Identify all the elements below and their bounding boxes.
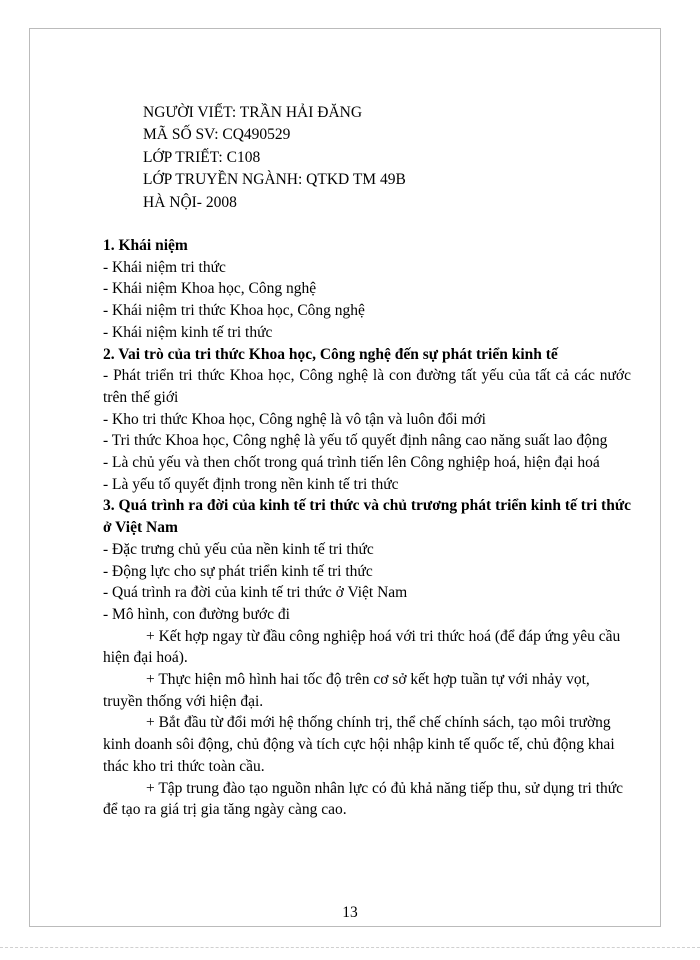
section-heading: 1. Khái niệm [103, 237, 188, 254]
class-major-line: LỚP TRUYỀN NGÀNH: QTKD TM 49B [143, 171, 406, 189]
list-item: - Phát triển tri thức Khoa học, Công nghệ là con đường tất yếu của tất cả các nước trên thế giới [103, 367, 631, 406]
sub-item: + Kết hợp ngay từ đầu công nghiệp hoá với tri thức hoá (để đáp ứng yêu cầu hiện đại hoá). [103, 627, 621, 667]
list-item: - Khái niệm tri thức [103, 258, 226, 276]
sub-item: + Tập trung đào tạo nguồn nhân lực có đủ khả năng tiếp thu, sử dụng tri thức để tạo ra giá trị gia tăng ngày càng cao. [103, 779, 624, 819]
page-number: 13 [342, 904, 358, 921]
section-heading: 2. Vai trò của tri thức Khoa học, Công nghệ đến sự phát triển kinh tế [103, 345, 558, 363]
list-item: - Kho tri thức Khoa học, Công nghệ là vô tận và luôn đổi mới [103, 410, 486, 428]
class-philosophy-line: LỚP TRIẾT: C108 [143, 148, 261, 166]
student-id-line: MÃ SỐ SV: CQ490529 [143, 126, 291, 144]
list-item: - Quá trình ra đời của kinh tế tri thức ở Việt Nam [103, 584, 408, 602]
sub-item-continuation: kinh doanh sôi động, chủ động và tích cực hội nhập kinh tế quốc tế, chủ động khai thác kho tri thức toàn cầu. [103, 736, 615, 775]
list-item: - Khái niệm kinh tế tri thức [103, 323, 273, 341]
document-body [103, 235, 631, 821]
document-header [143, 102, 406, 214]
section-heading: 3. Quá trình ra đời của kinh tế tri thức và chủ trương phát triển kinh tế tri thức ở Việt Nam [103, 497, 631, 537]
page-separator [0, 947, 700, 948]
author-line: NGƯỜI VIẾT: TRẦN HẢI ĐĂNG [143, 104, 363, 121]
list-item: - Là yếu tố quyết định trong nền kinh tế tri thức [103, 475, 399, 493]
place-year-line: HÀ NỘI- 2008 [143, 193, 237, 211]
list-item: - Động lực cho sự phát triển kinh tế tri thức [103, 562, 373, 580]
sub-item: + Bắt đầu từ đổi mới hệ thống chính trị, thể chế chính sách, tạo môi trường [146, 714, 611, 732]
list-item: - Khái niệm Khoa học, Công nghệ [103, 280, 317, 298]
list-item: - Tri thức Khoa học, Công nghệ là yếu tố quyết định nâng cao năng suất lao động [103, 432, 608, 450]
list-item: - Đặc trưng chủ yếu của nền kinh tế tri thức [103, 540, 374, 558]
list-item: - Khái niệm tri thức Khoa học, Công nghệ [103, 302, 365, 320]
sub-item: + Thực hiện mô hình hai tốc độ trên cơ sở kết hợp tuần tự với nhảy vọt, truyền thống với hiện đại. [103, 671, 590, 710]
list-item: - Là chủ yếu và then chốt trong quá trình tiến lên Công nghiệp hoá, hiện đại hoá [103, 454, 600, 472]
list-item: - Mô hình, con đường bước đi [103, 605, 290, 623]
